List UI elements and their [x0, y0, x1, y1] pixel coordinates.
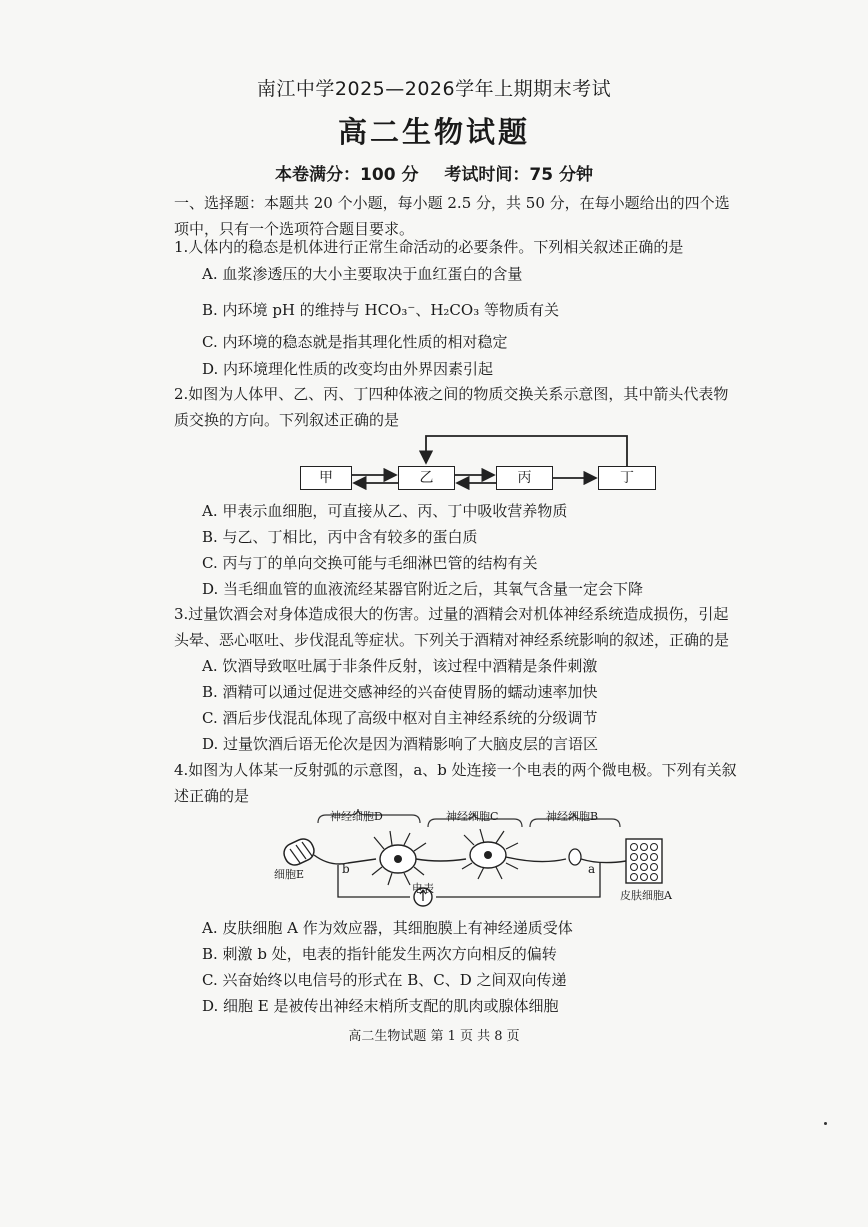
q2-option-b: B. 与乙、丁相比，丙中含有较多的蛋白质 — [202, 528, 478, 546]
neuron-b-soma — [569, 849, 581, 865]
question-2-stem: 2.如图为人体甲、乙、丙、丁四种体液之间的物质交换关系示意图，其中箭头代表物 质交换的方向。下列叙述正确的是 — [174, 385, 729, 429]
q3-option-a: A. 饮酒导致呕吐属于非条件反射，该过程中酒精是条件刺激 — [202, 657, 598, 675]
question-4-stem: 4.如图为人体某一反射弧的示意图，a、b 处连接一个电表的两个微电极。下列有关叙 述正确的是 — [174, 761, 737, 805]
exam-meta — [0, 160, 868, 185]
label-neuron-b: 神经细胞B — [546, 810, 599, 823]
q2-option-a: A. 甲表示血细胞，可直接从乙、丙、丁中吸收营养物质 — [202, 502, 568, 520]
fluid-box-yi: 乙 — [398, 466, 455, 490]
q3-option-b: B. 酒精可以通过促进交感神经的兴奋使胃肠的蠕动速率加快 — [202, 683, 598, 701]
q1-option-a: A. 血浆渗透压的大小主要取决于血红蛋白的含量 — [202, 265, 523, 283]
label-meter: 电表 — [412, 882, 434, 895]
scan-speck — [824, 1122, 827, 1125]
fluid-box-ding: 丁 — [598, 466, 656, 490]
section-instructions: 一、选择题：本题共 20 个小题，每小题 2.5 分，共 50 分，在每小题给出的四个选 项中，只有一个选项符合题目要求。 — [174, 194, 730, 238]
question-3-stem: 3.过量饮酒会对身体造成很大的伤害。过量的酒精会对机体神经系统造成损伤，引起 头晕、恶心呕吐、步伐混乱等症状。下列关于酒精对神经系统影响的叙述，正确的是 — [174, 605, 730, 649]
page-footer: 高二生物试题 第 1 页 共 8 页 — [348, 1029, 520, 1044]
reflex-arc-drawing — [0, 805, 868, 915]
q4-option-d: D. 细胞 E 是被传出神经末梢所支配的肌肉或腺体细胞 — [202, 997, 559, 1015]
q4-option-b: B. 刺激 b 处，电表的指针能发生两次方向相反的偏转 — [202, 945, 557, 963]
q1-option-c: C. 内环境的稳态就是指其理化性质的相对稳定 — [202, 333, 508, 351]
q1-option-d: D. 内环境理化性质的改变均由外界因素引起 — [202, 360, 494, 378]
neuron-c-soma — [462, 829, 518, 879]
q2-option-d: D. 当毛细血管的血液流经某器官附近之后，其氧气含量一定会下降 — [202, 580, 644, 598]
effector-cell-e — [281, 836, 317, 869]
q1-option-b: B. 内环境 pH 的维持与 HCO₃⁻、H₂CO₃ 等物质有关 — [202, 301, 559, 319]
q2-option-c: C. 丙与丁的单向交换可能与毛细淋巴管的结构有关 — [202, 554, 538, 572]
label-point-b: b — [342, 862, 350, 876]
exam-time: 考试时间：75 分钟 — [444, 165, 593, 185]
label-cell-e: 细胞E — [274, 868, 305, 881]
q4-option-a: A. 皮肤细胞 A 作为效应器，其细胞膜上有神经递质受体 — [202, 919, 573, 937]
question-1-stem: 1.人体内的稳态是机体进行正常生命活动的必要条件。下列相关叙述正确的是 — [174, 238, 684, 256]
fluid-box-jia: 甲 — [300, 466, 352, 490]
skin-cell-a — [626, 839, 662, 883]
q3-option-c: C. 酒后步伐混乱体现了高级中枢对自主神经系统的分级调节 — [202, 709, 598, 727]
label-point-a: a — [588, 862, 596, 876]
fluid-box-bing: 丙 — [496, 466, 553, 490]
neuron-d-soma — [372, 831, 426, 885]
electrode-a-wire — [436, 863, 600, 897]
label-skin-cell: 皮肤细胞A — [620, 889, 672, 902]
q3-option-d: D. 过量饮酒后语无伦次是因为酒精影响了大脑皮层的言语区 — [202, 735, 599, 753]
q4-option-c: C. 兴奋始终以电信号的形式在 B、C、D 之间双向传递 — [202, 971, 567, 989]
paper-title: 高二生物试题 — [337, 115, 530, 149]
label-neuron-d: 神经细胞D — [330, 810, 383, 823]
label-neuron-c: 神经细胞C — [446, 810, 499, 823]
full-score: 本卷满分：100 分 — [275, 165, 419, 185]
school-exam-title: 南江中学2025—2026学年上期期末考试 — [256, 78, 612, 100]
